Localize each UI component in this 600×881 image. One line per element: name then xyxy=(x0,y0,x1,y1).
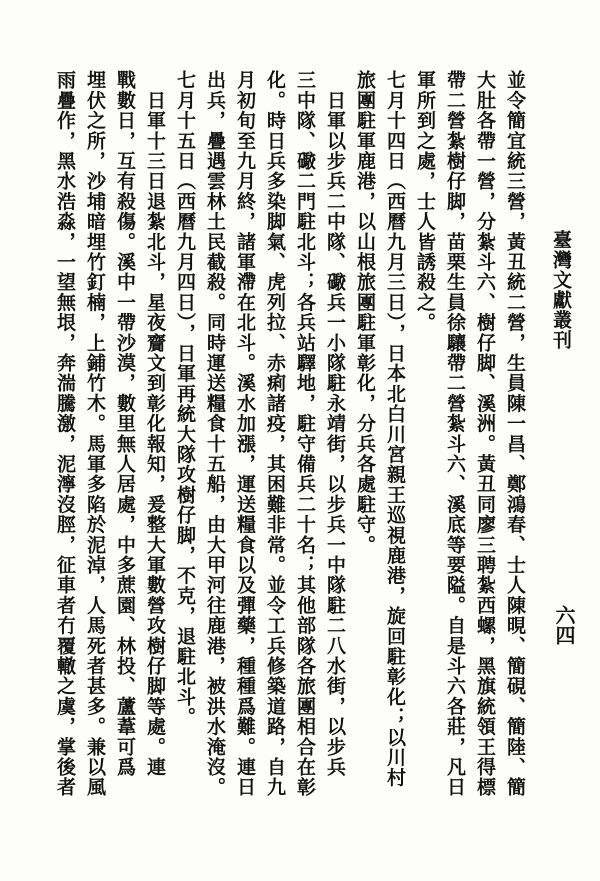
running-head: 臺灣文獻叢刊 xyxy=(550,230,572,350)
text-column: 七月十四日（西曆九月三日），日本北白川宮親王巡視鹿港，旋回駐彰化；以川村 xyxy=(384,70,406,788)
text-column: 戰數日，互有殺傷。溪中一帶沙漠，數里無人居處，中多蔗園、林投、蘆葦可爲 xyxy=(114,70,136,777)
text-column: 大肚各帶一營，分紮斗六、樹仔脚、溪洲。黃丑同廖三聘紮西螺，黑旗統領王得標 xyxy=(474,70,496,798)
text-column: 日軍以步兵二中隊、礮兵一小隊駐永靖街，以步兵一中隊駐二八水街，以步兵 xyxy=(324,70,346,777)
text-column: 軍所到之處，士人皆誘殺之。 xyxy=(414,70,436,333)
page-number: 六四 xyxy=(552,605,576,645)
text-column: 出兵，疊遇雲林土民截殺。同時運送糧食十五船，由大甲河往鹿港，被洪水淹沒。 xyxy=(204,70,226,798)
body-text xyxy=(50,70,530,860)
text-column: 三中隊、礮二門駐北斗；各兵站驛地，駐守備兵二十名；其他部隊各旅團相合在彰 xyxy=(294,70,316,798)
text-column: 埋伏之所，沙埔暗埋竹釘楠，上鋪竹木。馬軍多陷於泥淖，人馬死者甚多。兼以風 xyxy=(84,70,106,798)
text-column: 帶二營紮樹仔脚，苗栗生員徐驤帶二營紮斗六、溪底等要隘。自是斗六各莊，凡日 xyxy=(444,70,466,798)
text-column: 七月十五日（西曆九月四日），日軍再統大隊攻樹仔脚，不克，退駐北斗。 xyxy=(174,70,196,728)
text-column: 月初旬至九月終，諸軍滯在北斗。溪水加漲，運送糧食以及彈藥，種種爲難。連日 xyxy=(234,70,256,798)
text-column: 並令簡宜統三營，黃丑統二營，生員陳一昌、鄭鴻春、士人陳晛、簡硯、簡陸、簡 xyxy=(504,70,526,798)
text-column: 雨疊作，黑水浩淼，一望無垠，奔湍騰激，泥濘沒脛，征車者冇覆轍之虞，掌後者 xyxy=(54,70,76,798)
text-column: 化。時日兵多染脚氣、虎列拉、赤痢諸疫，其困難非常。並令工兵修築道路，自九 xyxy=(264,70,286,798)
text-column: 日軍十三日退紮北斗，星夜齎文到彰化報知，爰整大軍數營攻樹仔脚等處。連 xyxy=(144,70,166,777)
text-column: 旅團駐軍鹿港，以山根旅團駐軍彰化，分兵各處駐守。 xyxy=(354,70,376,555)
